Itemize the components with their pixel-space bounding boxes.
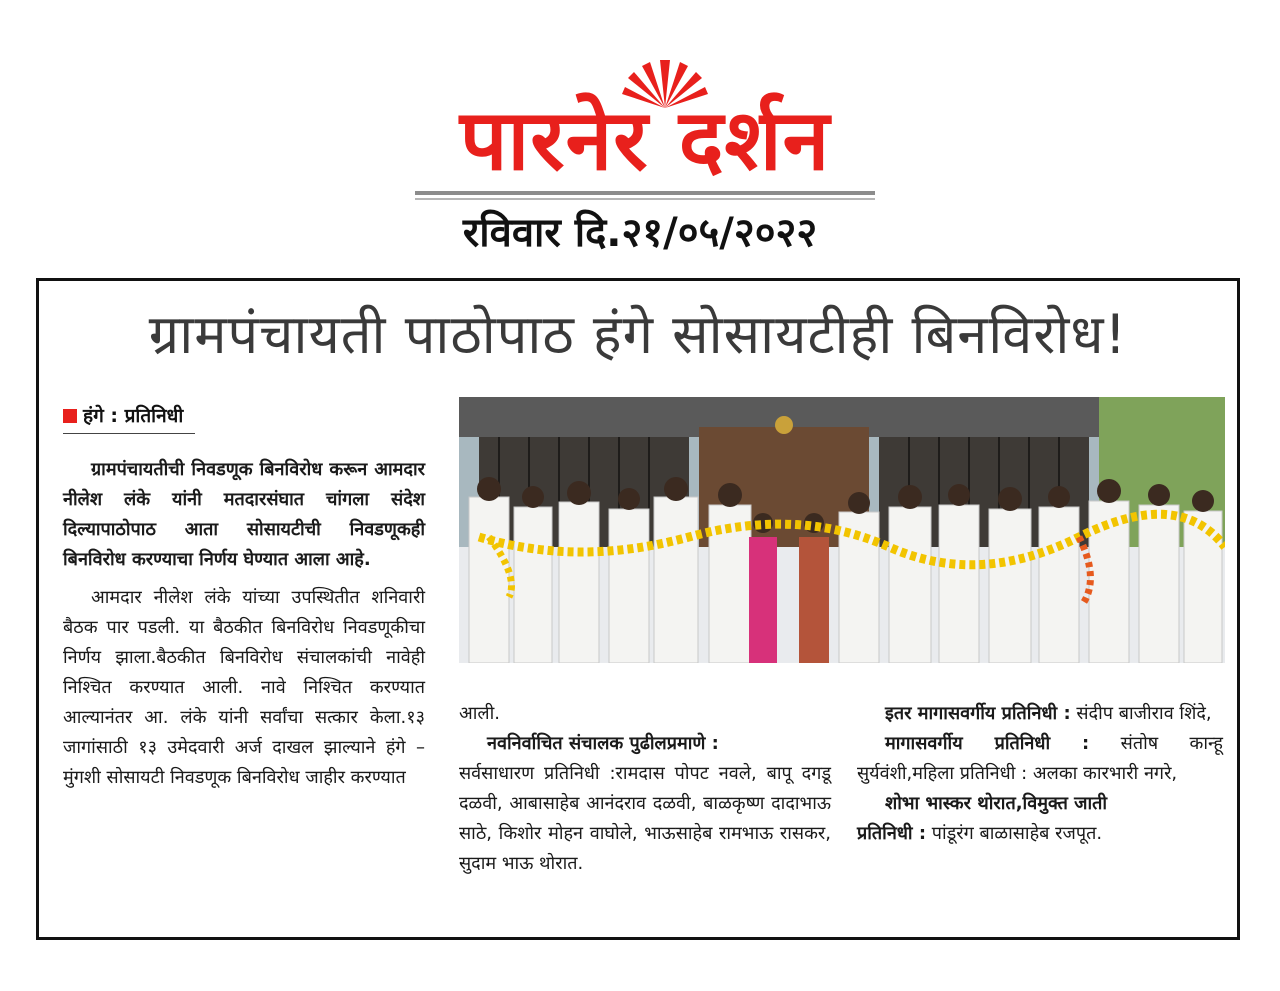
edition-date: रविवार दि.२१/०५/२०२२ xyxy=(462,210,818,256)
logo-rule-thin xyxy=(415,198,875,200)
article-clipping xyxy=(36,278,1240,940)
general-representatives: सर्वसाधारण प्रतिनिधी :रामदास पोपट नवले, बापू दगडू दळवी, आबासाहेब आनंदराव दळवी, बाळकृष्ण दादाभाऊ साठे, किशोर मोहन वाघोले, भाऊसाहेब रामभाऊ रासकर, सुदाम भाऊ थोरात. xyxy=(459,763,831,874)
column-2-continuation: आली. xyxy=(459,703,500,724)
obc-name: संदीप बाजीराव शिंदे, xyxy=(1076,703,1212,724)
vj-label: प्रतिनिधी : xyxy=(857,823,927,844)
article-photo xyxy=(459,397,1225,663)
article-lead: ग्रामपंचायतीची निवडणूक बिनविरोध करून आमदार नीलेश लंके यांनी मतदारसंघात चांगला संदेश दिल्यापाठोपाठ आता सोसायटीची निवडणूकही बिनविरोध करण्याचा निर्णय घेण्यात आला आहे. xyxy=(63,459,425,570)
masthead xyxy=(0,40,1280,200)
newspaper-logo xyxy=(410,50,880,190)
bc-name: संतोष कान्हू सुर्यवंशी,महिला प्रतिनिधी : अलका कारभारी नगरे, xyxy=(857,733,1223,784)
article-column-1 xyxy=(63,455,425,793)
logo-rule xyxy=(415,191,875,195)
directors-subheading: नवनिर्वाचित संचालक पुढीलप्रमाणे : xyxy=(487,733,719,754)
obc-label: इतर मागासवर्गीय प्रतिनिधी : xyxy=(885,703,1071,724)
dateline xyxy=(63,399,195,434)
vj-name: पांडूरंग बाळासाहेब रजपूत. xyxy=(931,823,1103,844)
article-column-3 xyxy=(857,699,1223,849)
women-representative-2: शोभा भास्कर थोरात,विमुक्त जाती xyxy=(885,793,1108,814)
article-body-1: आमदार नीलेश लंके यांच्या उपस्थितीत शनिवारी बैठक पार पडली. या बैठकीत बिनविरोध निवडणूकीचा निर्णय झाला.बैठकीत बिनविरोध संचालकांची नावेही निश्चित करण्यात आली. नावे निश्चित करण्यात आल्यानंतर आ. लंके यांनी सर्वांचा सत्कार केला.१३ जागांसाठी १३ उमेदवारी अर्ज दाखल झाल्याने हंगे –मुंगशी सोसायटी निवडणूक बिनविरोध जाहीर करण्यात xyxy=(63,587,425,788)
dateline-marker-icon xyxy=(63,409,77,423)
group-photo-illustration xyxy=(459,397,1225,663)
article-headline: ग्रामपंचायती पाठोपाठ हंगे सोसायटीही बिनविरोध! xyxy=(148,303,1128,366)
bc-label: मागासवर्गीय प्रतिनिधी : xyxy=(885,733,1090,754)
logo-text: पारनेर दर्शन xyxy=(459,91,831,189)
article-column-2 xyxy=(459,699,831,879)
dateline-text: हंगे : प्रतिनिधी xyxy=(83,405,184,427)
